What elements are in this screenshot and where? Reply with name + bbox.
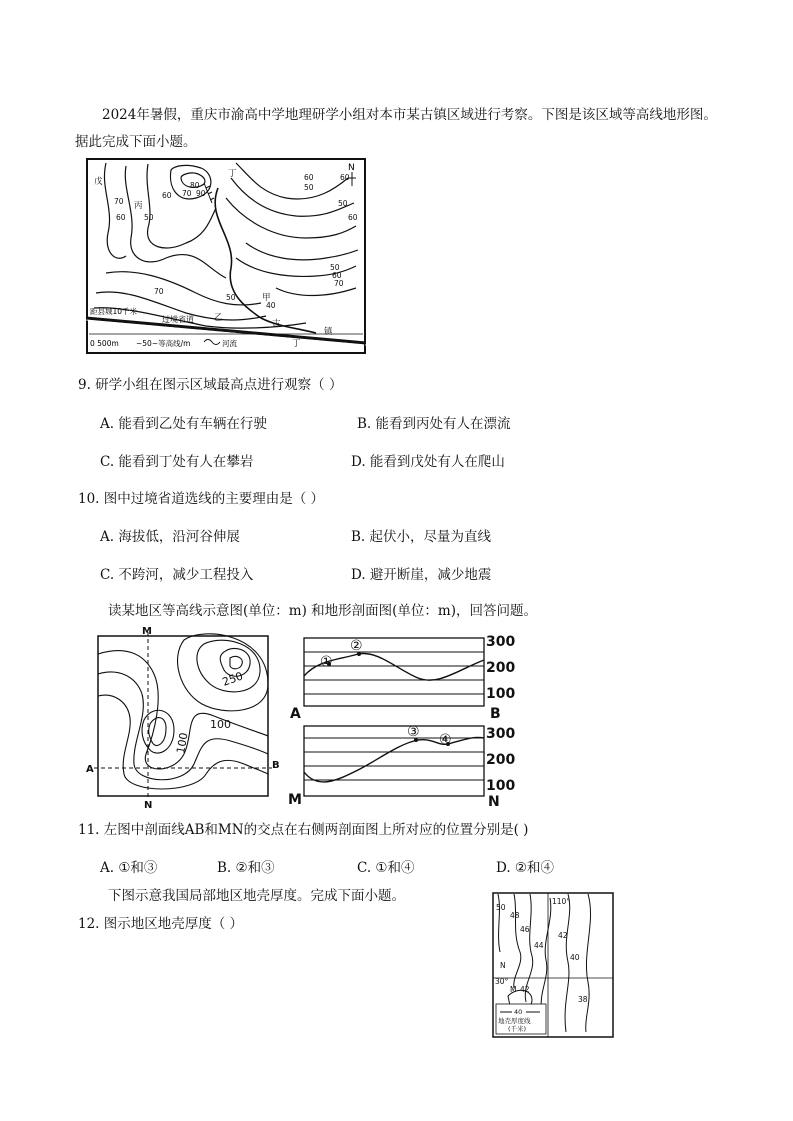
intro-paragraph-3: 下图示意我国局部地区地壳厚度。完成下面小题。 xyxy=(108,888,405,904)
profile-mn-tick-200: 200 xyxy=(486,752,516,768)
question-10-option-c[interactable]: C. 不跨河，减少工程投入 xyxy=(100,567,254,583)
profile-ab-label-b: B xyxy=(490,706,501,720)
distance-label: 距县城10千米 xyxy=(90,307,138,316)
compass-north: N xyxy=(348,163,355,173)
place-label: 丁 xyxy=(228,169,237,179)
intro-paragraph-1: 2024年暑假，重庆市渝高中学地理研学小组对本市某古镇区域进行考察。下图是该区域等高线地形图。据此完成下面小题。 xyxy=(75,107,717,150)
question-10-stem: 10. 图中过境省道选线的主要理由是（ ） xyxy=(78,491,325,507)
profile-point-1: ① xyxy=(320,654,333,670)
contour-label: 60 xyxy=(162,191,172,200)
profile-ab xyxy=(288,630,528,724)
map-label-m: M xyxy=(142,626,152,637)
map-label-b: B xyxy=(272,760,280,771)
crust-contour-label: 46 xyxy=(520,925,530,934)
contour-label: 60 xyxy=(304,173,314,182)
place-label: 甲 xyxy=(262,293,271,303)
question-10-option-a[interactable]: A. 海拔低，沿河谷伸展 xyxy=(100,529,240,545)
contour-label: 70 xyxy=(334,279,344,288)
contour-label-100b: 100 xyxy=(174,731,191,755)
contour-label: 40 xyxy=(266,301,276,310)
profile-ab-label-a: A xyxy=(290,706,301,720)
crust-contour-label: 40 xyxy=(570,953,580,962)
crust-contour-label: 48 xyxy=(510,911,520,920)
profile-point-2: ② xyxy=(350,638,363,654)
contour-label-250: 250 xyxy=(220,669,245,689)
contour-label: 50 xyxy=(330,263,340,272)
crust-contour-label: 42 xyxy=(520,985,530,994)
contour-label: 50 xyxy=(304,183,314,192)
crust-contour-label: 50 xyxy=(496,903,506,912)
crust-contour-label: 44 xyxy=(534,941,544,950)
question-10-option-b[interactable]: B. 起伏小，尽量为直线 xyxy=(351,529,492,545)
profile-point-4: ④ xyxy=(439,732,452,748)
crust-contour-label: 38 xyxy=(578,995,588,1004)
profile-point-3: ③ xyxy=(407,724,420,740)
latitude-label: 30° xyxy=(495,977,509,986)
legend-text-2: (千米) xyxy=(508,1025,527,1033)
road-label: 过境省道 xyxy=(162,315,194,324)
contour-label: 70 xyxy=(114,197,124,206)
question-9-option-c[interactable]: C. 能看到丁处有人在攀岩 xyxy=(100,454,254,470)
topographic-map-town xyxy=(86,158,366,358)
question-11-option-b[interactable]: B. ②和③ xyxy=(217,860,275,876)
profile-mn xyxy=(288,720,528,814)
legend-scale: 0 500m xyxy=(90,339,119,348)
place-label: 古 xyxy=(272,319,281,329)
profile-ab-tick-100: 100 xyxy=(486,686,516,702)
legend-value: 40 xyxy=(514,1008,523,1016)
point-m: M xyxy=(510,985,517,994)
profile-mn-label-n: N xyxy=(488,794,500,810)
crust-contour-label: 42 xyxy=(558,931,568,940)
question-11-option-c[interactable]: C. ①和④ xyxy=(357,860,415,876)
contour-label: 60 xyxy=(340,173,350,182)
contour-label: 70 xyxy=(154,287,164,296)
contour-label: 90 xyxy=(196,189,206,198)
contour-label: 80 xyxy=(190,181,200,190)
contour-label: 60 xyxy=(348,213,358,222)
intro-paragraph-2: 读某地区等高线示意图(单位：m) 和地形剖面图(单位：m)，回答问题。 xyxy=(108,603,537,619)
contour-label-100: 100 xyxy=(210,718,231,731)
crust-thickness-map xyxy=(492,892,614,1042)
contour-label: 50 xyxy=(144,213,154,222)
place-label: 戊 xyxy=(94,177,103,187)
question-9-option-b[interactable]: B. 能看到丙处有人在漂流 xyxy=(357,416,511,432)
contour-map-mn-ab xyxy=(84,624,284,814)
question-11-option-d[interactable]: D. ②和④ xyxy=(496,860,555,876)
contour-label: 60 xyxy=(116,213,126,222)
question-12-stem: 12. 图示地区地壳厚度（ ） xyxy=(78,916,244,932)
question-11-stem: 11. 左图中剖面线AB和MN的交点在右侧两剖面图上所对应的位置分别是( ) xyxy=(78,822,529,838)
profile-mn-tick-100: 100 xyxy=(486,778,516,794)
place-label: 镇 xyxy=(324,327,333,337)
question-10-option-d[interactable]: D. 避开断崖，减少地震 xyxy=(351,567,492,583)
map-label-n: N xyxy=(144,800,153,810)
legend-contour: ~50~等高线/m xyxy=(136,339,191,348)
legend-river: 河流 xyxy=(222,339,237,348)
contour-label: 60 xyxy=(332,271,342,280)
profile-mn-label-m: M xyxy=(288,792,302,808)
legend-text-1: 地壳厚度线 xyxy=(498,1017,531,1025)
question-9-option-a[interactable]: A. 能看到乙处有车辆在行驶 xyxy=(100,416,267,432)
contour-label: 50 xyxy=(226,293,236,302)
question-9-stem: 9. 研学小组在图示区域最高点进行观察（ ） xyxy=(78,377,343,393)
map-label-a: A xyxy=(86,764,94,775)
profile-mn-tick-300: 300 xyxy=(486,726,516,742)
question-11-option-a[interactable]: A. ①和③ xyxy=(100,860,158,876)
point-n: N xyxy=(500,961,506,970)
profile-ab-tick-300: 300 xyxy=(486,634,516,650)
contour-label: 70 xyxy=(182,189,192,198)
place-label: 丙 xyxy=(134,201,143,211)
question-9-option-d[interactable]: D. 能看到戊处有人在爬山 xyxy=(351,454,505,470)
longitude-label: 110° xyxy=(552,897,571,906)
contour-label: 50 xyxy=(338,199,348,208)
profile-ab-tick-200: 200 xyxy=(486,660,516,676)
place-label: 丁 xyxy=(292,339,301,349)
place-label: 乙 xyxy=(214,313,223,323)
